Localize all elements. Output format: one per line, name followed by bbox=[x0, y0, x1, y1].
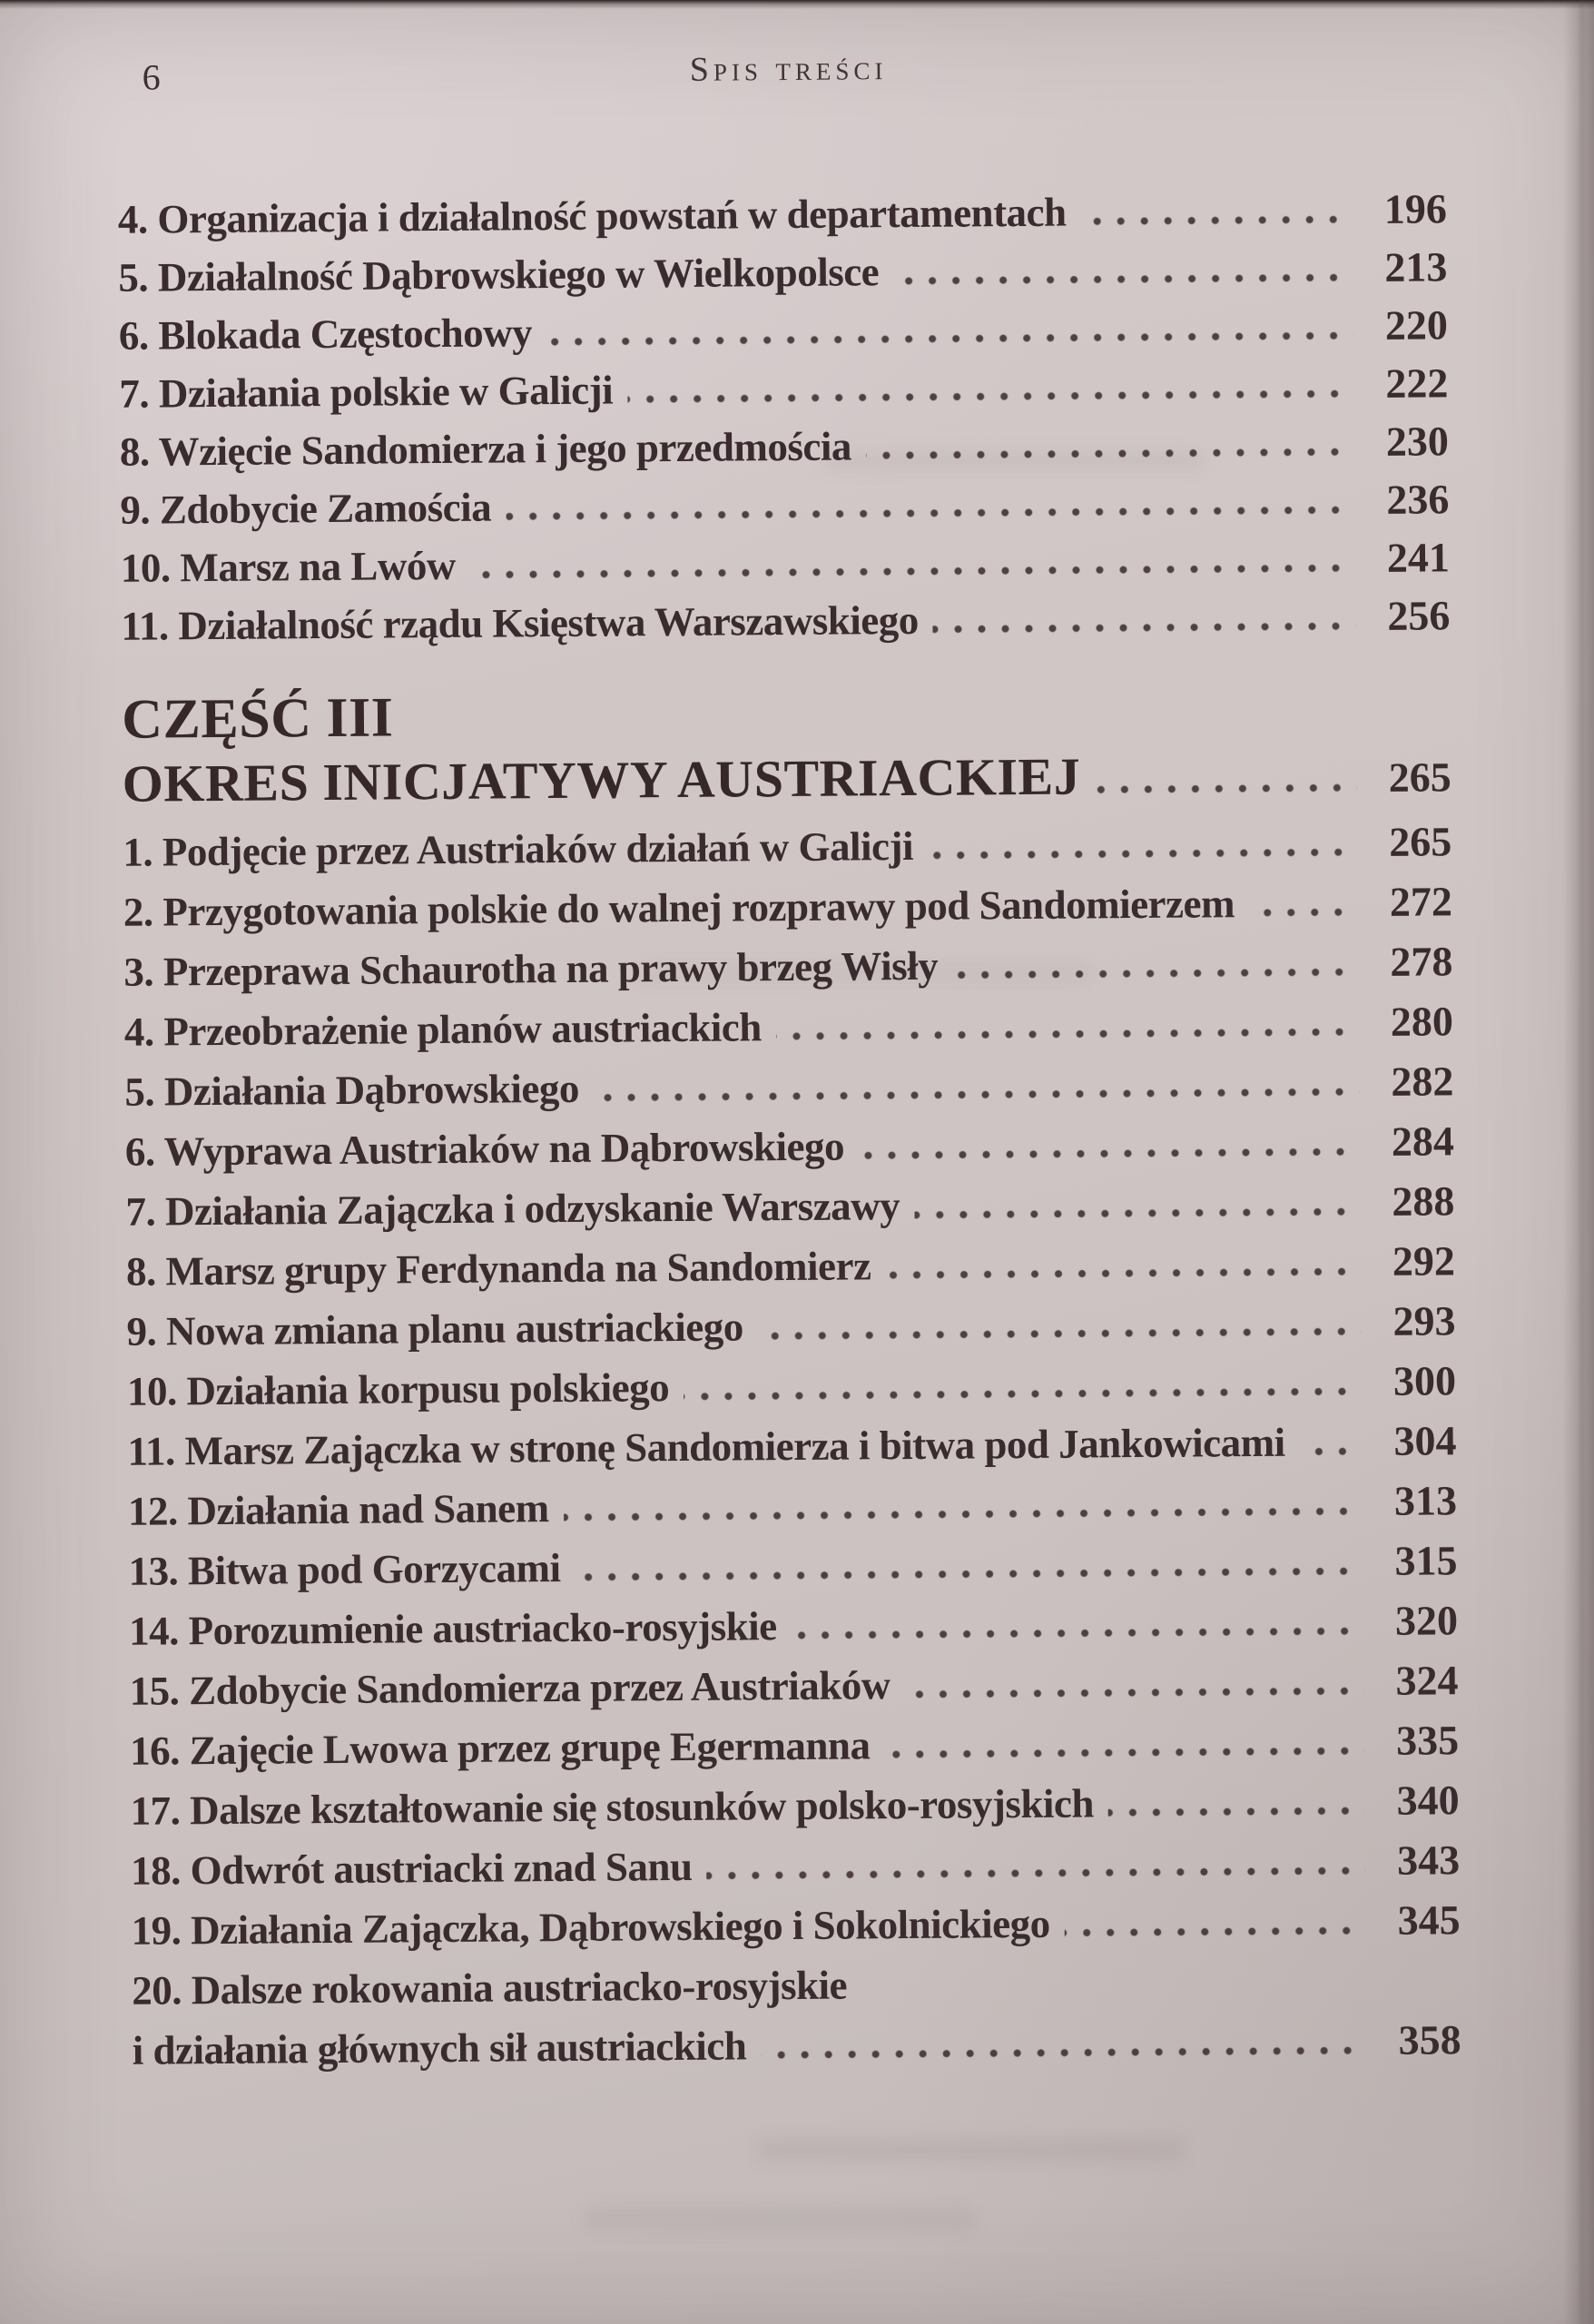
toc-page-number: 324 bbox=[1395, 1657, 1459, 1704]
toc-entry bbox=[121, 528, 1464, 597]
toc-entry bbox=[128, 1531, 1471, 1601]
toc-page-number: 315 bbox=[1394, 1537, 1458, 1584]
toc-dotted-leader bbox=[1300, 1447, 1363, 1456]
toc-page-number: 292 bbox=[1392, 1237, 1456, 1285]
toc-entry bbox=[129, 1650, 1472, 1721]
page-right-edge-shadow bbox=[1563, 0, 1594, 2324]
toc-page-number: 293 bbox=[1392, 1297, 1456, 1344]
toc-dotted-leader bbox=[506, 506, 1354, 520]
toc-entry-text: 2. Przygotowania polskie do walnej rozprawy pod Sandomierzem bbox=[123, 881, 1235, 935]
toc-entry bbox=[125, 1171, 1469, 1242]
toc-entry bbox=[126, 1291, 1470, 1362]
toc-page-number: 222 bbox=[1385, 359, 1449, 407]
toc-entry-text: 6. Blokada Częstochowy bbox=[118, 310, 533, 359]
toc-dotted-leader bbox=[546, 331, 1353, 346]
toc-page-number: 320 bbox=[1394, 1597, 1459, 1644]
toc-entry-text: 3. Przeprawa Schaurotha na prawy brzeg Wisły bbox=[123, 942, 939, 995]
toc-entry-text: 4. Przeobrażenie planów austriackich bbox=[123, 1004, 763, 1055]
toc-entry bbox=[126, 1231, 1470, 1302]
toc-entry-text: 19. Działania Zajączka, Dąbrowskiego i Sokolnickiego bbox=[131, 1900, 1050, 1954]
bleed-through-smudge bbox=[757, 2139, 1184, 2161]
toc-dotted-leader bbox=[470, 564, 1355, 579]
toc-dotted-leader bbox=[1081, 215, 1353, 225]
toc-entry-text: 8. Marsz grupy Ferdynanda na Sandomierz bbox=[125, 1243, 871, 1295]
toc-entry bbox=[119, 354, 1462, 423]
toc-entry-text: 13. Bitwa pod Gorzycami bbox=[128, 1545, 561, 1594]
toc-page-number: 213 bbox=[1384, 243, 1448, 290]
toc-dotted-leader bbox=[776, 1028, 1359, 1040]
toc-dotted-leader bbox=[1108, 1807, 1365, 1817]
toc-entry-text: 6. Wyprawa Austriaków na Dąbrowskiego bbox=[124, 1123, 845, 1175]
toc-dotted-leader bbox=[792, 1627, 1364, 1640]
page-curve-line bbox=[1580, 0, 1583, 2324]
toc-entry-text: 20. Dalsze rokowania austriacko-rosyjskie bbox=[132, 1962, 848, 2014]
toc-entry-text: 17. Dalsze kształtowanie się stosunków polsko-rosyjskich bbox=[130, 1780, 1095, 1834]
toc-dotted-leader bbox=[564, 1507, 1363, 1521]
toc-entry bbox=[129, 1590, 1472, 1661]
toc-page-number: 288 bbox=[1392, 1177, 1455, 1225]
toc-dotted-leader bbox=[893, 273, 1353, 285]
toc-entry-wrapped-line2 bbox=[132, 2010, 1475, 2081]
toc-dotted-leader bbox=[866, 448, 1354, 459]
toc-entry-text: 5. Działalność Dąbrowskiego w Wielkopolsce bbox=[118, 249, 880, 300]
toc-entry-text: 9. Nowa zmiana planu austriackiego bbox=[126, 1304, 743, 1354]
page-header bbox=[116, 40, 1460, 107]
toc-entry bbox=[130, 1710, 1473, 1781]
toc-dotted-leader bbox=[905, 1687, 1364, 1699]
toc-entry bbox=[124, 991, 1468, 1062]
toc-entry-wrapped-line1 bbox=[132, 1950, 1475, 2021]
toc-entry bbox=[119, 296, 1462, 365]
toc-entry-text: 1. Podjęcie przez Austriaków działań w Galicji bbox=[123, 822, 914, 875]
toc-entry-text: i działania głównych sił austriackich bbox=[132, 2023, 747, 2073]
toc-page-number: 304 bbox=[1393, 1417, 1457, 1464]
toc-entry bbox=[127, 1411, 1471, 1482]
toc-entry bbox=[123, 931, 1467, 1002]
toc-page-number: 265 bbox=[1389, 818, 1452, 865]
toc-dotted-leader bbox=[707, 1866, 1366, 1880]
toc-entry bbox=[125, 1111, 1469, 1182]
toc-entry bbox=[128, 1471, 1471, 1541]
toc-page-number: 220 bbox=[1384, 301, 1449, 349]
toc-dotted-leader bbox=[576, 1567, 1363, 1581]
toc-dotted-leader bbox=[761, 2046, 1366, 2059]
toc-dotted-leader bbox=[627, 389, 1353, 403]
running-head-title: Spis treści bbox=[689, 49, 888, 89]
toc-page-number: 340 bbox=[1396, 1777, 1460, 1824]
toc-page-number: 343 bbox=[1396, 1837, 1461, 1884]
toc-entry bbox=[123, 872, 1467, 942]
toc-entry bbox=[120, 470, 1463, 539]
toc-entry-text: 8. Wzięcie Sandomierza i jego przedmościa bbox=[119, 423, 852, 475]
toc-page-number: 241 bbox=[1386, 534, 1451, 581]
toc-dotted-leader bbox=[859, 1147, 1360, 1159]
toc-page-number: 256 bbox=[1387, 592, 1451, 639]
toc-dotted-leader bbox=[885, 1747, 1365, 1758]
toc-entry bbox=[131, 1830, 1474, 1901]
toc-entry bbox=[120, 412, 1463, 481]
toc-page-number: 272 bbox=[1389, 878, 1453, 925]
toc-dotted-leader bbox=[952, 968, 1358, 980]
toc-entry bbox=[118, 180, 1461, 249]
toc-entry bbox=[131, 1890, 1474, 1961]
toc-page-number: 335 bbox=[1395, 1717, 1460, 1764]
toc-entry bbox=[127, 1351, 1471, 1422]
toc-dotted-leader bbox=[758, 1327, 1362, 1340]
toc-entry-text: 7. Działania polskie w Galicji bbox=[119, 367, 614, 417]
toc-dotted-leader bbox=[928, 848, 1357, 860]
toc-entry-text: 14. Porozumienie austriacko-rosyjskie bbox=[128, 1603, 777, 1654]
table-of-contents bbox=[118, 180, 1476, 2081]
toc-dotted-leader bbox=[886, 1267, 1362, 1279]
toc-page-number: 358 bbox=[1398, 2016, 1461, 2063]
toc-entry-text: 15. Zdobycie Sandomierza przez Austriaków bbox=[129, 1662, 890, 1714]
toc-dotted-leader bbox=[594, 1088, 1360, 1102]
toc-entry-text: 11. Marsz Zajączka w stronę Sandomierza i bitwa pod Jankowicami bbox=[127, 1419, 1285, 1474]
toc-entry bbox=[123, 812, 1466, 882]
toc-entry bbox=[121, 586, 1464, 655]
toc-page-number: 278 bbox=[1390, 938, 1453, 985]
toc-page-number: 345 bbox=[1397, 1896, 1461, 1944]
bleed-through-smudge bbox=[585, 2206, 975, 2230]
toc-page-number: 280 bbox=[1390, 998, 1454, 1045]
toc-dotted-leader bbox=[1095, 783, 1357, 793]
toc-dotted-leader bbox=[1065, 1926, 1366, 1937]
toc-entry bbox=[124, 1051, 1468, 1122]
toc-entry bbox=[130, 1770, 1473, 1841]
toc-entry-text: 10. Działania korpusu polskiego bbox=[126, 1364, 670, 1414]
toc-entry-text: 18. Odwrót austriacki znad Sanu bbox=[130, 1843, 693, 1894]
toc-page-number: 284 bbox=[1391, 1118, 1455, 1165]
toc-dotted-leader bbox=[914, 1207, 1360, 1219]
toc-page-number: 282 bbox=[1391, 1058, 1454, 1105]
toc-entry-text: 11. Działalność rządu Księstwa Warszawskiego bbox=[121, 596, 919, 649]
folio-page-number: 6 bbox=[142, 56, 161, 98]
toc-page-number: 196 bbox=[1383, 185, 1448, 232]
part-heading-entry bbox=[122, 743, 1466, 819]
part-heading-line1: CZĘŚĆ III bbox=[121, 686, 394, 751]
toc-dotted-leader bbox=[933, 622, 1356, 634]
toc-entry-text: 5. Działania Dąbrowskiego bbox=[124, 1065, 580, 1115]
toc-entry-text: 12. Działania nad Sanem bbox=[127, 1485, 549, 1534]
toc-entry-text: 9. Zdobycie Zamościa bbox=[120, 484, 492, 533]
toc-entry bbox=[118, 238, 1461, 307]
toc-entry-text: 4. Organizacja i działalność powstań w departamentach bbox=[117, 189, 1067, 242]
toc-entry-text: 10. Marsz na Lwów bbox=[120, 542, 457, 591]
toc-entry-text: 7. Działania Zajączka i odzyskanie Warszawy bbox=[125, 1183, 900, 1235]
toc-page-number: 265 bbox=[1388, 753, 1451, 801]
toc-entry-text: 16. Zajęcie Lwowa przez grupę Egermanna bbox=[129, 1722, 871, 1774]
toc-page-number: 236 bbox=[1386, 476, 1450, 523]
part-heading-line2: OKRES INICJATYWY AUSTRIACKIEJ bbox=[122, 746, 1081, 813]
page-content bbox=[116, 0, 1476, 2081]
toc-page-number: 230 bbox=[1385, 418, 1450, 465]
toc-page-number: 300 bbox=[1392, 1357, 1457, 1404]
toc-dotted-leader bbox=[1249, 908, 1358, 917]
toc-page-number: 313 bbox=[1393, 1477, 1458, 1524]
toc-dotted-leader bbox=[684, 1387, 1362, 1401]
